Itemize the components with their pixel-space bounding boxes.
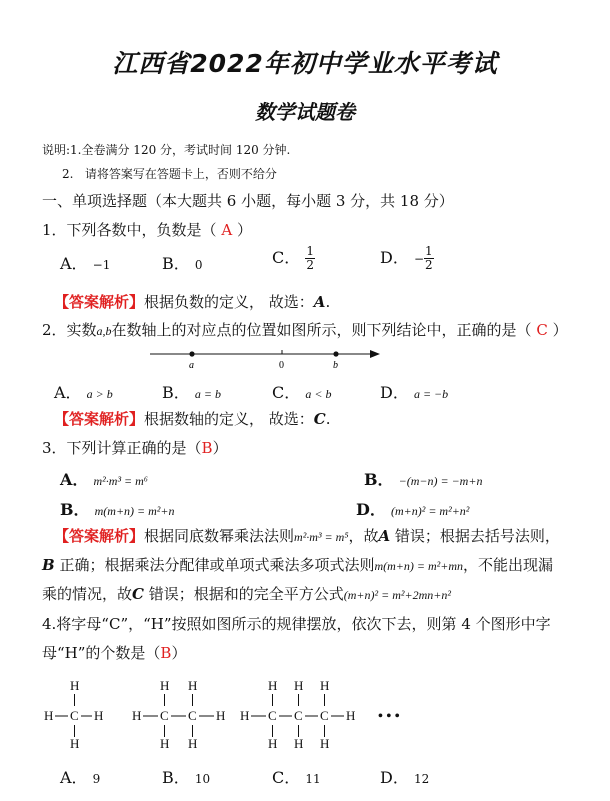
- note-2-text: 请将答案写在答题卡上，否则不给分: [84, 167, 277, 181]
- q3-answer: B: [201, 439, 213, 457]
- q4-stem-line-2: [42, 642, 186, 663]
- option-label: B．: [60, 500, 90, 519]
- option-label: C．: [272, 383, 301, 402]
- fraction-numerator: 1: [425, 244, 433, 258]
- option-value: a < b: [305, 387, 332, 401]
- atom-c: C: [294, 708, 303, 723]
- q3-stem: [42, 437, 228, 458]
- q2-answer: C: [536, 321, 548, 339]
- analysis-text: 根据同底数幂乘法法则: [144, 527, 295, 545]
- q3-analysis-line-1: [54, 525, 560, 546]
- q4-option-d: [380, 765, 429, 788]
- atom-h: H: [160, 736, 170, 751]
- atom-h: H: [70, 736, 80, 751]
- atom-h: H: [188, 736, 198, 751]
- atom-h: H: [320, 736, 330, 751]
- analysis-tag: 【答案解析】: [54, 410, 145, 428]
- option-label: B．: [162, 383, 190, 402]
- option-value: −(m−n) = −m+n: [398, 474, 483, 488]
- structure-1: [44, 678, 103, 751]
- label-0: 0: [279, 360, 284, 371]
- analysis-tag: 【答案解析】: [54, 293, 145, 311]
- atom-h: H: [346, 708, 356, 723]
- fraction: [424, 245, 434, 272]
- option-value: 9: [92, 772, 101, 786]
- option-value: m²·m³ = m⁶: [93, 474, 148, 488]
- q3-option-c: [60, 497, 175, 520]
- analysis-letter: A: [378, 527, 391, 545]
- analysis-math: (m+n)² = m²+2mn+n²: [343, 588, 451, 602]
- fraction-denominator: 2: [306, 258, 314, 272]
- q1-option-d: [380, 245, 434, 272]
- atom-h: H: [294, 736, 304, 751]
- analysis-math: m²·m³ = m⁵: [294, 530, 349, 544]
- atom-h: H: [268, 678, 278, 693]
- option-label: B．: [162, 768, 190, 787]
- atom-c: C: [320, 708, 329, 723]
- q1-stem-text: 1．下列各数中，负数是（: [42, 221, 217, 239]
- q1-option-c: [272, 245, 315, 272]
- atom-h: H: [132, 708, 142, 723]
- atom-c: C: [188, 708, 197, 723]
- atom-h: H: [294, 678, 304, 693]
- q2-option-a: [54, 380, 113, 403]
- q3-analysis-line-2: [42, 554, 553, 575]
- q3-close: ）: [212, 439, 228, 457]
- option-label: A．: [60, 470, 89, 489]
- q2-analysis: [54, 408, 331, 429]
- atom-c: C: [70, 708, 79, 723]
- analysis-letter: C: [132, 585, 144, 603]
- option-label: D．: [380, 383, 409, 402]
- q2-close: ）: [552, 321, 568, 339]
- option-label: C．: [272, 248, 301, 267]
- option-value: (m+n)² = m²+n²: [390, 504, 470, 518]
- analysis-end: .: [325, 293, 331, 311]
- analysis-text: 正确；根据乘法分配律或单项式乘法多项式法则: [54, 556, 375, 574]
- exam-title: 江西省2022年初中学业水平考试: [112, 49, 498, 78]
- q1-option-a: [60, 251, 110, 274]
- q1-close: ）: [236, 221, 252, 239]
- option-label: D．: [380, 768, 409, 787]
- label-a: a: [189, 360, 194, 371]
- analysis-text: ，不能出现漏: [463, 556, 554, 574]
- analysis-end: .: [325, 410, 331, 428]
- fraction: [305, 245, 315, 272]
- q2-stem-b: 在数轴上的对应点的位置如图所示，则下列结论中，正确的是（: [111, 321, 532, 339]
- q1-analysis: [54, 291, 330, 312]
- analysis-answer: C: [313, 410, 326, 428]
- q4-option-a: [60, 765, 100, 788]
- q2-option-d: [380, 380, 448, 403]
- analysis-text: 错误；根据去括号法则，: [390, 527, 560, 545]
- analysis-text: ，故: [348, 527, 379, 545]
- option-value: a > b: [86, 387, 113, 401]
- q4-figure: [30, 672, 430, 752]
- structure-2: [132, 678, 225, 751]
- structure-3: [240, 678, 355, 751]
- fraction-numerator: 1: [306, 244, 314, 258]
- q2-stem: [42, 319, 568, 340]
- atom-c: C: [268, 708, 277, 723]
- option-value: 10: [194, 772, 211, 786]
- option-value: a = b: [194, 387, 221, 401]
- atom-h: H: [240, 708, 250, 723]
- q2-option-c: [272, 380, 331, 403]
- atom-h: H: [44, 708, 54, 723]
- q3-option-d: [356, 497, 469, 520]
- point-b: [333, 351, 338, 356]
- analysis-text: 错误；根据和的完全平方公式: [143, 585, 344, 603]
- q2-option-b: [162, 380, 221, 403]
- analysis-answer: A: [313, 293, 326, 311]
- q4-stem-text: 母“H”的个数是（: [42, 644, 161, 662]
- ellipsis-icon: • • •: [378, 709, 400, 724]
- fraction-denominator: 2: [425, 258, 433, 272]
- atom-c: C: [160, 708, 169, 723]
- q4-stem-line-1: 4.将字母“C”，“H”按照如图所示的规律摆放，依次下去，则第 4 个图形中字: [42, 615, 551, 633]
- option-label: D．: [356, 500, 386, 519]
- q3-analysis-line-3: [42, 583, 451, 604]
- note-2-num: 2.: [62, 167, 74, 181]
- atom-h: H: [320, 678, 330, 693]
- atom-h: H: [216, 708, 226, 723]
- q4-close: ）: [171, 644, 187, 662]
- section-heading: 一、单项选择题（本大题共 6 小题，每小题 3 分，共 18 分）: [42, 192, 454, 210]
- analysis-text: 根据数轴的定义， 故选：: [144, 410, 314, 428]
- q4-option-b: [162, 765, 210, 788]
- option-value: a = −b: [413, 387, 449, 401]
- atom-h: H: [70, 678, 80, 693]
- analysis-text: 乘的情况，故: [42, 585, 133, 603]
- note-2: [62, 165, 277, 182]
- option-value: m(m+n) = m²+n: [94, 504, 175, 518]
- atom-h: H: [94, 708, 104, 723]
- exam-subtitle: 数学试题卷: [255, 100, 355, 124]
- option-value: 0: [194, 258, 203, 272]
- option-label: D．: [380, 248, 409, 267]
- analysis-math: m(m+n) = m²+mn: [374, 559, 464, 573]
- option-value: −1: [92, 258, 111, 272]
- q2-vars: a,b: [96, 324, 112, 338]
- q2-stem-a: 2．实数: [42, 321, 97, 339]
- analysis-letter: B: [42, 556, 55, 574]
- minus-sign: −: [413, 252, 424, 266]
- atom-h: H: [188, 678, 198, 693]
- option-value: 12: [413, 772, 430, 786]
- option-label: A．: [60, 768, 88, 787]
- atom-h: H: [268, 736, 278, 751]
- option-label: B．: [162, 254, 190, 273]
- q1-answer: A: [221, 221, 233, 239]
- note-1: 说明:1.全卷满分 120 分，考试时间 120 分钟.: [42, 143, 291, 157]
- option-value: 11: [305, 772, 321, 786]
- arrow-head-icon: [370, 350, 380, 358]
- q3-option-a: [60, 467, 148, 490]
- analysis-text: 根据负数的定义， 故选：: [144, 293, 314, 311]
- label-b: b: [333, 360, 338, 371]
- option-label: B．: [364, 470, 394, 489]
- analysis-tag: 【答案解析】: [54, 527, 145, 545]
- q4-option-c: [272, 765, 321, 788]
- point-a: [189, 351, 194, 356]
- q1-stem: [42, 219, 252, 240]
- q4-answer: B: [160, 644, 172, 662]
- number-line: [140, 340, 390, 372]
- atom-h: H: [160, 678, 170, 693]
- q1-option-b: [162, 251, 203, 274]
- option-label: A．: [60, 254, 88, 273]
- option-label: A．: [54, 383, 82, 402]
- option-label: C．: [272, 768, 301, 787]
- q3-stem-text: 3．下列计算正确的是（: [42, 439, 202, 457]
- q3-option-b: [364, 467, 482, 490]
